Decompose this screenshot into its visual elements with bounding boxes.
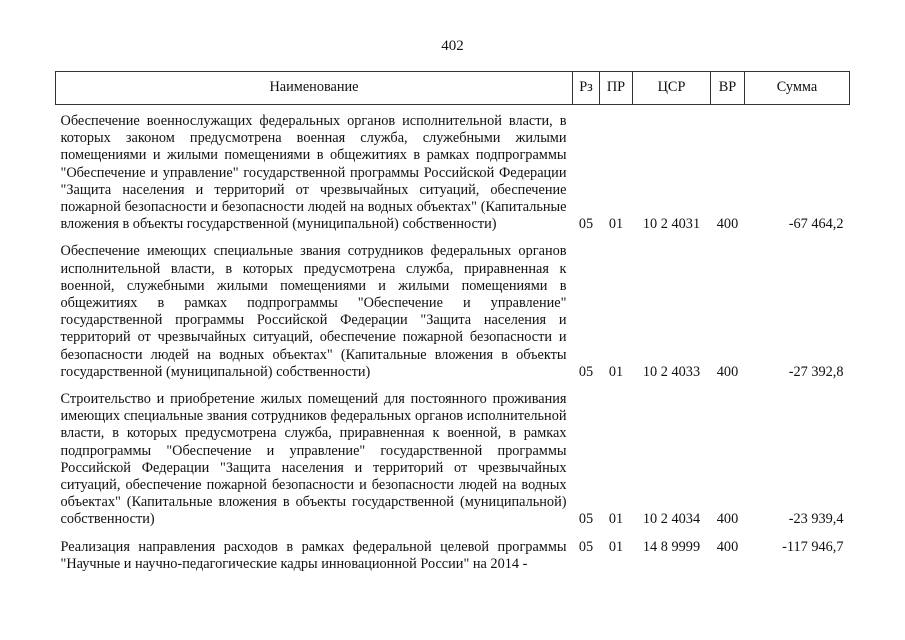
row-name: Строительство и приобретение жилых помещений для постоянного проживания имеющих специальные звания сотрудников федеральных органов исполнительной власти, в которых предусмотрена служба, приравненная к военной, в рамках подпрограммы "Обеспечение и управление" государственной программы Российской Федерации "Защита населения и территорий от чрезвычайных ситуаций, обеспечение пожарной безопасности и безопасности людей на водных объектах" (Капитальные вложения в объекты государственной (муниципальной) собственности): [60, 391, 567, 528]
row-name-text: Реализация направления расходов в рамках федеральной целевой программы "Научные и научно-педагогические кадры инновационной России" на 2014 -: [60, 538, 567, 572]
table-row: [56, 105, 850, 244]
row-pr: 01: [608, 363, 624, 380]
row-rz: 05: [578, 216, 594, 233]
header-sum: Сумма: [745, 72, 850, 105]
row-sum: -27 392,8: [788, 363, 844, 380]
row-csr: 10 2 4034: [642, 511, 701, 528]
row-vr: 400: [716, 363, 739, 380]
row-sum: -117 946,7: [782, 538, 844, 555]
budget-table: [55, 71, 850, 577]
table-row: [56, 539, 850, 577]
header-rz: Рз: [573, 72, 600, 105]
row-sum: -67 464,2: [788, 216, 844, 233]
row-name: [56, 539, 573, 577]
row-csr: 14 8 9999: [642, 538, 701, 555]
row-pr: 01: [608, 216, 624, 233]
row-vr: 400: [716, 538, 739, 555]
row-name: Обеспечение имеющих специальные звания сотрудников федеральных органов исполнительной власти, в которых предусмотрена служба, приравненная к военной, служебными жилыми помещениями и жилыми помещениями в общежитиях в рамках подпрограммы "Обеспечение и управление" государственной программы Российской Федерации "Защита населения и территорий от чрезвычайных ситуаций, обеспечение пожарной безопасности и безопасности людей на водных объектах" (Капитальные вложения в объекты государственной (муниципальной) собственности): [60, 243, 567, 380]
header-csr: ЦСР: [633, 72, 711, 105]
header-vr: ВР: [711, 72, 745, 105]
row-rz: 05: [578, 538, 594, 555]
page-number: 402: [441, 38, 464, 54]
row-csr: 10 2 4033: [642, 363, 701, 380]
row-rz: 05: [578, 511, 594, 528]
table-row: [56, 243, 850, 391]
row-csr: 10 2 4031: [642, 216, 701, 233]
row-sum: -23 939,4: [788, 511, 844, 528]
table-row: [56, 391, 850, 539]
row-pr: 01: [608, 538, 624, 555]
row-rz: 05: [578, 363, 594, 380]
header-pr: ПР: [600, 72, 633, 105]
row-pr: 01: [608, 511, 624, 528]
row-vr: 400: [716, 216, 739, 233]
header-name: Наименование: [56, 72, 573, 105]
table-header-row: [56, 72, 850, 105]
row-name: Обеспечение военнослужащих федеральных органов исполнительной власти, в которых законом предусмотрена военная служба, служебными жилыми помещениями и жилыми помещениями в общежитиях в рамках подпрограммы "Обеспечение и управление" государственной программы Российской Федерации "Защита населения и территорий от чрезвычайных ситуаций, обеспечение пожарной безопасности и безопасности людей на водных объектах" (Капитальные вложения в объекты государственной (муниципальной) собственности): [60, 113, 567, 233]
row-vr: 400: [716, 511, 739, 528]
